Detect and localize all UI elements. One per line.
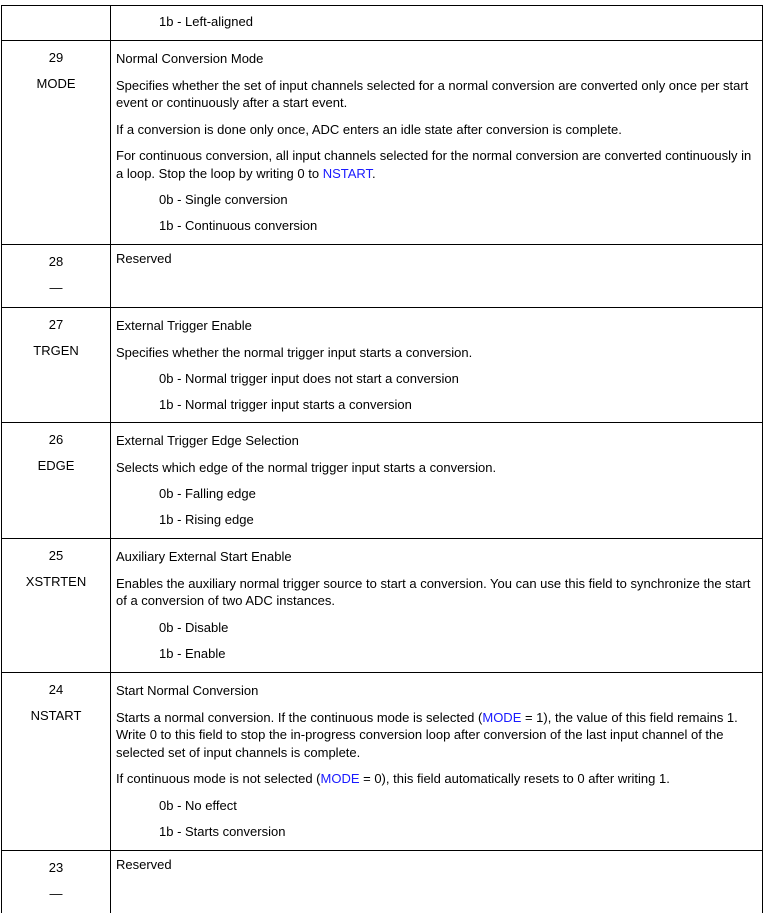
option-value: 0b - Single conversion [159,192,288,207]
field-name: NSTART [30,708,82,723]
option-value: 1b - Left-aligned [159,14,253,29]
option-value: 0b - No effect [159,797,237,813]
field-description: If a conversion is done only once, ADC enters an idle state after conversion is complete. [116,121,622,137]
bit-number: 23 [48,860,64,875]
description-cell [111,673,762,850]
table-row [2,245,762,308]
description-cell [111,245,762,307]
description-cell [111,6,762,40]
option-value: 1b - Rising edge [159,512,254,528]
field-cell [2,308,111,422]
field-title: Reserved [116,251,172,266]
option-value: 1b - Enable [159,645,226,661]
field-cell [2,245,111,307]
table-row [2,851,762,913]
field-description: Selects which edge of the normal trigger input starts a conversion. [116,459,497,475]
bit-number: 27 [48,317,64,332]
field-name: MODE [36,76,76,91]
text-span: For continuous conversion, all input channels selected for the normal conversion are converted continuously in a loop. Stop the loop by writing 0 to [116,148,752,181]
bit-number: 24 [48,682,64,697]
description-cell [111,423,762,538]
table-row [2,539,762,673]
table-row [2,673,762,851]
bit-number: 29 [48,50,64,65]
description-cell [111,308,762,422]
text-span: Starts a normal conversion. If the continuous mode is selected ( [116,709,483,725]
register-field-table [1,5,763,913]
table-row [2,423,762,539]
description-cell [111,851,762,913]
text-span: = 1), the value of this field remains 1. Write 0 to this field to stop the in-progress conversion loop after conversion of the last input channel of the selected set of input channels is complete. [116,709,738,760]
bit-number: 26 [48,432,64,447]
field-title: External Trigger Enable [116,318,252,333]
field-description [116,770,758,788]
bit-number: 28 [48,254,64,269]
nstart-link[interactable]: NSTART [322,165,373,181]
field-description [116,709,758,762]
mode-link[interactable]: MODE [320,771,360,786]
field-description: Enables the auxiliary normal trigger source to start a conversion. You can use this field to synchronize the start of a conversion of two ADC instances. [116,575,751,608]
field-title: Reserved [116,857,172,872]
field-description: Specifies whether the set of input channels selected for a normal conversion are converted only once per start event or continuously after a start event. [116,77,749,110]
text-span: = 0), this field automatically resets to 0 after writing 1. [359,771,670,786]
field-title: External Trigger Edge Selection [116,433,299,448]
option-value: 0b - Falling edge [159,486,256,501]
field-description [116,147,758,182]
field-name: — [49,280,63,295]
field-title: Normal Conversion Mode [116,51,264,66]
field-name: EDGE [37,458,75,473]
option-value: 0b - Normal trigger input does not start a conversion [159,371,459,386]
field-name: TRGEN [33,343,79,358]
field-cell [2,851,111,913]
text-span: . [372,165,376,181]
description-cell [111,539,762,672]
option-value: 1b - Continuous conversion [159,218,318,234]
text-span: If continuous mode is not selected ( [116,771,321,786]
field-name: — [49,886,63,901]
table-row [2,6,762,41]
field-description: Specifies whether the normal trigger input starts a conversion. [116,344,473,360]
table-row [2,308,762,423]
field-cell [2,6,111,40]
field-name: XSTRTEN [25,574,87,589]
table-row [2,41,762,245]
field-cell [2,423,111,538]
field-cell [2,539,111,672]
option-value: 1b - Normal trigger input starts a conversion [159,397,412,413]
option-value: 1b - Starts conversion [159,823,286,839]
option-value: 0b - Disable [159,619,229,635]
field-cell [2,673,111,850]
description-cell [111,41,762,244]
field-title: Auxiliary External Start Enable [116,549,292,564]
field-cell [2,41,111,244]
mode-link[interactable]: MODE [482,709,522,725]
bit-number: 25 [48,548,64,563]
field-title: Start Normal Conversion [116,683,259,698]
